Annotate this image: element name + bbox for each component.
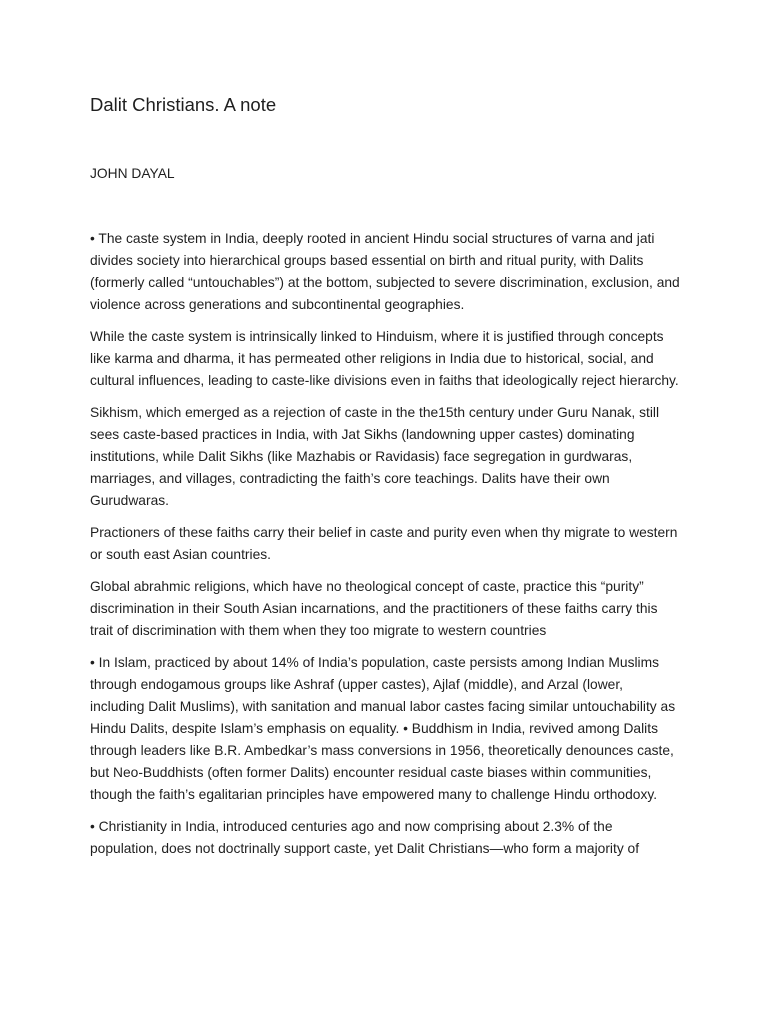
paragraph-christianity: • Christianity in India, introduced centuries ago and now comprising about 2.3% of the population, does not doctrinally support caste, yet Dalit Christians—who form a majority of xyxy=(90,819,640,856)
document-title: Dalit Christians. A note xyxy=(90,94,277,115)
paragraph-hinduism: While the caste system is intrinsically linked to Hinduism, where it is justified through concepts like karma and dharma, it has permeated other religions in India due to historical, social, and cultural influences, leading to caste-like divisions even in faiths that ideologically reject hierarchy. xyxy=(90,329,679,388)
paragraph-caste-system: • The caste system in India, deeply rooted in ancient Hindu social structures of varna and jati divides society into hierarchical groups based essential on birth and ritual purity, with Dalits (formerly called “untouchables”) at the bottom, subjected to severe discrimination, exclusion, and violence across generations and subcontinental geographies. xyxy=(90,231,680,312)
paragraph-abrahamic-religions: Global abrahmic religions, which have no theological concept of caste, practice this “purity” discrimination in their South Asian incarnations, and the practitioners of these faiths carry this trait of discrimination with them when they too migrate to western countries xyxy=(90,579,658,638)
paragraph-islam-buddhism: • In Islam, practiced by about 14% of India’s population, caste persists among Indian Muslims through endogamous groups like Ashraf (upper castes), Ajlaf (middle), and Arzal (lower, including Dalit Muslims), with sanitation and manual labor castes facing similar untouchability as Hindu Dalits, despite Islam’s emphasis on equality. • Buddhism in India, revived among Dalits through leaders like B.R. Ambedkar’s mass conversions in 1956, theoretically denounces caste, but Neo-Buddhists (often former Dalits) encounter residual caste biases within communities, though the faith’s egalitarian principles have empowered many to challenge Hindu orthodoxy. xyxy=(90,655,676,802)
paragraph-migration: Practioners of these faiths carry their belief in caste and purity even when thy migrate to western or south east Asian countries. xyxy=(90,525,678,562)
document-body xyxy=(90,228,680,870)
document-author: JOHN DAYAL xyxy=(90,166,175,181)
paragraph-sikhism: Sikhism, which emerged as a rejection of caste in the the15th century under Guru Nanak, still sees caste-based practices in India, with Jat Sikhs (landowning upper castes) dominating institutions, while Dalit Sikhs (like Mazhabis or Ravidasis) face segregation in gurdwaras, marriages, and villages, contradicting the faith’s core teachings. Dalits have their own Gurudwaras. xyxy=(90,405,660,508)
